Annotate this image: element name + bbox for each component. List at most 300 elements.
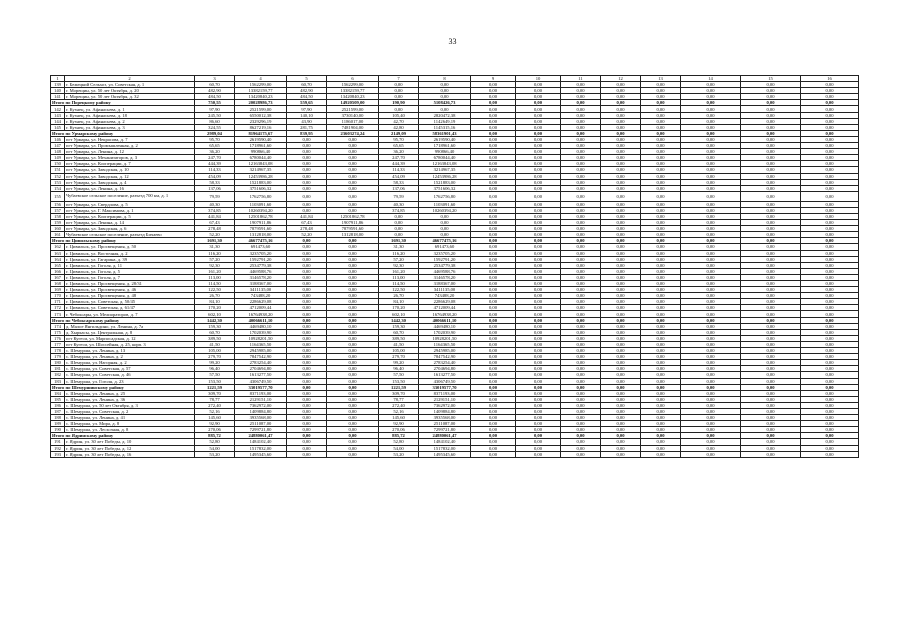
cell-value: 0,00 <box>327 244 379 250</box>
cell-value: 0,00 <box>741 329 801 335</box>
cell-value: 0,00 <box>641 124 681 130</box>
cell-value: 42,70 <box>379 118 419 124</box>
column-number: 1 <box>51 76 65 82</box>
cell-value: 0,00 <box>741 155 801 161</box>
row-number: 178 <box>51 348 65 354</box>
cell-value: 0,00 <box>561 226 601 232</box>
cell-value: 0,00 <box>516 402 561 408</box>
total-value: 0,00 <box>601 238 641 244</box>
row-number: 172 <box>51 305 65 311</box>
cell-value: 0,00 <box>516 427 561 433</box>
cell-value: 0,00 <box>287 143 327 149</box>
cell-value: 0,00 <box>741 250 801 256</box>
cell-value: 0,00 <box>471 372 516 378</box>
cell-value: 7847542,90 <box>235 354 287 360</box>
cell-value: 0,00 <box>601 213 641 219</box>
address: с. Шемурша, ул. Гоголя, д. 23 <box>65 378 195 384</box>
cell-value: 0,00 <box>681 268 741 274</box>
cell-value: 0,00 <box>471 451 516 457</box>
cell-value: 0,00 <box>516 179 561 185</box>
cell-value: 0,00 <box>741 82 801 88</box>
cell-value: 7847542,90 <box>419 354 471 360</box>
cell-value: 0,00 <box>741 88 801 94</box>
cell-value: 0,00 <box>561 305 601 311</box>
cell-value: 0,00 <box>561 268 601 274</box>
cell-value: 0,00 <box>287 268 327 274</box>
cell-value: 0,00 <box>641 106 681 112</box>
cell-value: 2129151,10 <box>419 396 471 402</box>
cell-value: 0,00 <box>327 366 379 372</box>
cell-value: 0,00 <box>801 360 859 366</box>
cell-value: 12453986,28 <box>419 173 471 179</box>
address: пгт Урмары, ул. Механизаторов, д. 3 <box>65 155 195 161</box>
cell-value: 0,00 <box>741 415 801 421</box>
cell-value: 0,00 <box>287 415 327 421</box>
cell-value: 0,00 <box>741 287 801 293</box>
cell-value: 170,20 <box>379 305 419 311</box>
cell-value: 3146578,20 <box>235 274 287 280</box>
cell-value: 0,00 <box>516 155 561 161</box>
cell-value: 0,00 <box>561 323 601 329</box>
cell-value: 0,00 <box>601 335 641 341</box>
cell-value: 0,00 <box>287 161 327 167</box>
cell-value: 1517832,00 <box>419 445 471 451</box>
cell-value: 0,00 <box>327 305 379 311</box>
address: с. Шемурша, ул. Лесхозная, д. 8 <box>65 427 195 433</box>
cell-value: 2534779,38 <box>419 262 471 268</box>
cell-value: 0,00 <box>561 348 601 354</box>
total-value: 1442,30 <box>195 317 235 323</box>
row-number: 170 <box>51 293 65 299</box>
total-value: 2989,04 <box>195 130 235 136</box>
cell-value: 0,00 <box>641 244 681 250</box>
cell-value: 0,00 <box>516 335 561 341</box>
address: г. Цивильск, ул. Просвещения, д. 28/31 <box>65 281 195 287</box>
cell-value: 0,00 <box>601 185 641 191</box>
cell-value: 0,00 <box>601 287 641 293</box>
cell-value: 0,00 <box>641 149 681 155</box>
cell-value: 1103091,60 <box>235 201 287 207</box>
cell-value: 10260394,20 <box>419 207 471 213</box>
cell-value: 0,00 <box>561 372 601 378</box>
cell-value: 0,00 <box>516 451 561 457</box>
cell-value: 0,00 <box>801 439 859 445</box>
total-value: 1442,30 <box>379 317 419 323</box>
total-value: 33019577,70 <box>419 384 471 390</box>
cell-value: 60,70 <box>195 329 235 335</box>
cell-value: 0,00 <box>471 213 516 219</box>
cell-value: 0,00 <box>561 451 601 457</box>
cell-value: 482,90 <box>287 88 327 94</box>
cell-value: 0,00 <box>516 415 561 421</box>
cell-value: 0,00 <box>681 118 741 124</box>
cell-value: 0,00 <box>471 155 516 161</box>
cell-value: 0,00 <box>516 94 561 100</box>
cell-value: 0,00 <box>561 155 601 161</box>
column-number: 9 <box>471 76 516 82</box>
cell-value: 13382159,77 <box>327 88 379 94</box>
total-value: 0,00 <box>601 100 641 106</box>
cell-value: 0,00 <box>641 250 681 256</box>
cell-value: 67,43 <box>195 220 235 226</box>
cell-value: 0,00 <box>471 191 516 201</box>
cell-value: 2521599,00 <box>235 106 287 112</box>
cell-value: 0,00 <box>601 143 641 149</box>
cell-value: 0,00 <box>516 268 561 274</box>
cell-value: 0,00 <box>741 256 801 262</box>
cell-value: 0,00 <box>287 191 327 201</box>
cell-value: 0,00 <box>516 274 561 280</box>
cell-value: 0,00 <box>601 173 641 179</box>
cell-value: 12501862,78 <box>327 213 379 219</box>
cell-value: 0,00 <box>516 262 561 268</box>
row-number: 146 <box>51 136 65 142</box>
cell-value: 0,00 <box>287 136 327 142</box>
cell-value: 0,00 <box>516 256 561 262</box>
cell-value: 0,00 <box>641 185 681 191</box>
cell-value: 1592791,20 <box>419 256 471 262</box>
address: с. Шемурша, ул. Ленина, д. 41 <box>65 415 195 421</box>
cell-value: 1186017,00 <box>327 118 379 124</box>
cell-value: 97,90 <box>195 106 235 112</box>
row-number: 168 <box>51 281 65 287</box>
cell-value: 0,00 <box>327 191 379 201</box>
cell-value: 0,00 <box>287 323 327 329</box>
total-value: 0,00 <box>471 384 516 390</box>
row-number: 143 <box>51 112 65 118</box>
cell-value: 0,00 <box>601 94 641 100</box>
row-number: 150 <box>51 161 65 167</box>
cell-value: 444,39 <box>195 161 235 167</box>
total-value: 0,00 <box>561 238 601 244</box>
cell-value: 0,00 <box>419 88 471 94</box>
cell-value: 161,20 <box>379 268 419 274</box>
cell-value: 0,00 <box>641 396 681 402</box>
total-value: 0,00 <box>601 130 641 136</box>
cell-value: 0,00 <box>681 226 741 232</box>
cell-value: 0,00 <box>287 179 327 185</box>
cell-value: 0,00 <box>681 250 741 256</box>
cell-value: 0,00 <box>741 323 801 329</box>
cell-value: 0,00 <box>471 366 516 372</box>
total-value: 0,00 <box>801 384 859 390</box>
cell-value: 0,00 <box>681 281 741 287</box>
cell-value: 0,00 <box>471 323 516 329</box>
cell-value: 0,00 <box>287 311 327 317</box>
cell-value: 0,00 <box>471 445 516 451</box>
cell-value: 0,00 <box>516 207 561 213</box>
cell-value: 0,00 <box>641 155 681 161</box>
cell-value: 52,20 <box>195 232 235 238</box>
cell-value: 0,00 <box>601 124 641 130</box>
cell-value: 0,00 <box>379 220 419 226</box>
total-value: 0,00 <box>641 130 681 136</box>
row-number: 176 <box>51 335 65 341</box>
cell-value: 0,00 <box>741 421 801 427</box>
cell-value: 3146578,20 <box>419 274 471 280</box>
cell-value: 52,16 <box>379 408 419 414</box>
cell-value: 0,00 <box>801 201 859 207</box>
address: с. Шемурша, ул. Ленина, д. 25 <box>65 390 195 396</box>
cell-value: 0,00 <box>601 149 641 155</box>
cell-value: 0,00 <box>801 244 859 250</box>
cell-value: 0,00 <box>801 155 859 161</box>
cell-value: 0,00 <box>471 341 516 347</box>
cell-value: 0,00 <box>561 124 601 130</box>
cell-value: 0,00 <box>801 250 859 256</box>
cell-value: 0,00 <box>681 167 741 173</box>
cell-value: 0,00 <box>641 305 681 311</box>
total-value: 0,00 <box>561 130 601 136</box>
total-label: Итого по Шемуршинскому району <box>51 384 195 390</box>
cell-value: 0,00 <box>471 173 516 179</box>
cell-value: 1517832,00 <box>235 445 287 451</box>
cell-value: 374,85 <box>195 207 235 213</box>
cell-value: 0,00 <box>601 244 641 250</box>
cell-value: 0,00 <box>327 293 379 299</box>
total-value: 0,00 <box>327 238 379 244</box>
cell-value: 0,00 <box>327 268 379 274</box>
cell-value: 0,00 <box>601 396 641 402</box>
cell-value: 0,00 <box>516 112 561 118</box>
cell-value: 0,00 <box>641 136 681 142</box>
cell-value: 0,00 <box>471 179 516 185</box>
total-value: 1691,30 <box>195 238 235 244</box>
cell-value: 0,00 <box>471 348 516 354</box>
cell-value: 484,50 <box>195 94 235 100</box>
cell-value: 743488,20 <box>235 293 287 299</box>
row-number: 144 <box>51 118 65 124</box>
cell-value: 31,30 <box>195 244 235 250</box>
total-value: 1691,30 <box>379 238 419 244</box>
cell-value: 1103091,60 <box>419 201 471 207</box>
cell-value: 0,00 <box>327 348 379 354</box>
cell-value: 113,00 <box>379 274 419 280</box>
cell-value: 0,00 <box>641 341 681 347</box>
cell-value: 12163843,08 <box>235 161 287 167</box>
cell-value: 0,00 <box>419 232 471 238</box>
total-value: 885,72 <box>195 433 235 439</box>
cell-value: 0,00 <box>287 378 327 384</box>
total-value: 0,00 <box>741 317 801 323</box>
cell-value: 0,00 <box>561 94 601 100</box>
address: г. Цивильск, ул. Просвещения, д. 46 <box>65 287 195 293</box>
cell-value: 92,30 <box>195 262 235 268</box>
cell-value: 92,90 <box>379 421 419 427</box>
address: пгт Урмары, ул. Ленина, д. 12 <box>65 149 195 155</box>
cell-value: 12453986,28 <box>235 173 287 179</box>
cell-value: 0,00 <box>561 354 601 360</box>
cell-value: 0,00 <box>287 427 327 433</box>
cell-value: 0,00 <box>641 207 681 213</box>
cell-value: 78,77 <box>195 396 235 402</box>
cell-value: 0,00 <box>741 293 801 299</box>
cell-value: 0,00 <box>379 232 419 238</box>
total-value: 46677475,16 <box>419 238 471 244</box>
cell-value: 0,00 <box>741 94 801 100</box>
cell-value: 6780044,40 <box>235 155 287 161</box>
row-number: 164 <box>51 256 65 262</box>
cell-value: 0,00 <box>287 167 327 173</box>
cell-value: 0,00 <box>641 167 681 173</box>
cell-value: 7879591,60 <box>327 226 379 232</box>
cell-value: 0,00 <box>471 112 516 118</box>
cell-value: 0,00 <box>516 220 561 226</box>
cell-value: 1613277,50 <box>235 372 287 378</box>
cell-value: 0,00 <box>601 378 641 384</box>
cell-value: 0,00 <box>327 402 379 408</box>
cell-value: 0,00 <box>601 439 641 445</box>
cell-value: 0,00 <box>471 396 516 402</box>
cell-value: 6780044,40 <box>419 155 471 161</box>
cell-value: 1521883,00 <box>235 179 287 185</box>
cell-value: 0,00 <box>516 250 561 256</box>
cell-value: 0,00 <box>516 360 561 366</box>
cell-value: 0,00 <box>287 372 327 378</box>
cell-value: 0,00 <box>741 106 801 112</box>
address: пгт Кугеси, ул. Марпосадская, д. 12 <box>65 335 195 341</box>
cell-value: 0,00 <box>561 112 601 118</box>
cell-value: 0,00 <box>801 118 859 124</box>
cell-value: 0,00 <box>561 396 601 402</box>
cell-value: 0,00 <box>681 402 741 408</box>
row-number: 188 <box>51 415 65 421</box>
cell-value: 1718961,60 <box>235 143 287 149</box>
cell-value: 41,50 <box>195 341 235 347</box>
cell-value: 0,00 <box>801 451 859 457</box>
address: г. Кузнец, ул. Афанасьева, д. 18 <box>65 112 195 118</box>
cell-value: 4306749,50 <box>235 378 287 384</box>
cell-value: 0,00 <box>641 335 681 341</box>
cell-value: 0,00 <box>601 311 641 317</box>
cell-value: 0,00 <box>641 161 681 167</box>
cell-value: 1164365,50 <box>235 341 287 347</box>
cell-value: 105,00 <box>195 348 235 354</box>
cell-value: 0,00 <box>741 305 801 311</box>
cell-value: 0,00 <box>801 226 859 232</box>
cell-value: 0,00 <box>741 445 801 451</box>
cell-value: 0,00 <box>327 161 379 167</box>
cell-value: 0,00 <box>741 232 801 238</box>
row-number: 145 <box>51 124 65 130</box>
total-value: 0,00 <box>287 433 327 439</box>
cell-value: 2534779,38 <box>235 262 287 268</box>
cell-value: 0,00 <box>601 348 641 354</box>
address: с. Шемурша, ул. 50 лет Октября, д. 3 <box>65 402 195 408</box>
cell-value: 3235705,20 <box>235 250 287 256</box>
cell-value: 0,00 <box>561 136 601 142</box>
cell-value: 36,20 <box>379 149 419 155</box>
cell-value: 0,00 <box>681 220 741 226</box>
address: пгт Кугеси, ул. Шоссейная, д. 25, корп. 3 <box>65 341 195 347</box>
cell-value: 78,77 <box>379 396 419 402</box>
cell-value: 0,00 <box>801 94 859 100</box>
cell-value: 272,40 <box>195 402 235 408</box>
cell-value: 1762756,80 <box>419 191 471 201</box>
cell-value: 0,00 <box>741 274 801 280</box>
total-label: Итого по Порецкому району <box>51 100 195 106</box>
cell-value: 3235705,20 <box>419 250 471 256</box>
cell-value: 0,00 <box>681 136 741 142</box>
address: пгт Урмары, ул. Ленина, д. 16 <box>65 185 195 191</box>
cell-value: 0,00 <box>601 305 641 311</box>
cell-value: 0,00 <box>516 366 561 372</box>
cell-value: 0,00 <box>641 451 681 457</box>
cell-value: 0,00 <box>379 106 419 112</box>
cell-value: 0,00 <box>741 143 801 149</box>
cell-value: 0,00 <box>419 82 471 88</box>
cell-value: 0,00 <box>561 341 601 347</box>
cell-value: 389,50 <box>195 335 235 341</box>
cell-value: 0,00 <box>641 220 681 226</box>
cell-value: 0,00 <box>561 161 601 167</box>
cell-value: 0,00 <box>801 281 859 287</box>
column-number: 5 <box>287 76 327 82</box>
cell-value: 0,00 <box>641 408 681 414</box>
cell-value: 1718961,60 <box>419 143 471 149</box>
row-number: 141 <box>51 94 65 100</box>
cell-value: 0,00 <box>681 207 741 213</box>
cell-value: 116,20 <box>379 250 419 256</box>
cell-value: 0,00 <box>561 329 601 335</box>
total-value: 0,00 <box>641 238 681 244</box>
cell-value: 0,00 <box>419 106 471 112</box>
cell-value: 0,00 <box>516 299 561 305</box>
cell-value: 8371193,00 <box>235 390 287 396</box>
cell-value: 0,00 <box>801 396 859 402</box>
address: г. Кузнец, ул. Афанасьева, д. 2 <box>65 118 195 124</box>
row-number: 159 <box>51 220 65 226</box>
cell-value: 0,00 <box>801 232 859 238</box>
cell-value: 0,00 <box>681 329 741 335</box>
row-number: 173 <box>51 311 65 317</box>
cell-value: 0,00 <box>419 213 471 219</box>
cell-value: 484,50 <box>287 94 327 100</box>
cell-value: 0,00 <box>801 167 859 173</box>
row-number: 148 <box>51 149 65 155</box>
cell-value: 4469480,10 <box>419 323 471 329</box>
cell-value: 0,00 <box>741 311 801 317</box>
row-number: 142 <box>51 106 65 112</box>
cell-value: 691473,60 <box>235 244 287 250</box>
cell-value: 92,90 <box>195 421 235 427</box>
cell-value: 57,50 <box>195 372 235 378</box>
cell-value: 0,00 <box>516 390 561 396</box>
cell-value: 0,00 <box>741 201 801 207</box>
cell-value: 309,70 <box>379 390 419 396</box>
cell-value: 0,00 <box>471 415 516 421</box>
total-value: 40066611,10 <box>419 317 471 323</box>
total-value: 0,00 <box>681 130 741 136</box>
column-number: 4 <box>235 76 287 82</box>
cell-value: 0,00 <box>741 213 801 219</box>
cell-value: 54,00 <box>379 445 419 451</box>
cell-value: 0,00 <box>419 220 471 226</box>
row-number: 162 <box>51 244 65 250</box>
cell-value: 389,50 <box>379 335 419 341</box>
cell-value: 54,00 <box>195 445 235 451</box>
cell-value: 0,00 <box>601 445 641 451</box>
cell-value: 0,00 <box>641 256 681 262</box>
cell-value: 7879591,60 <box>235 226 287 232</box>
row-number: 153 <box>51 179 65 185</box>
cell-value: 0,00 <box>681 354 741 360</box>
row-number: 187 <box>51 408 65 414</box>
cell-value: 0,00 <box>601 201 641 207</box>
cell-value: 0,00 <box>471 421 516 427</box>
cell-value: 0,00 <box>379 94 419 100</box>
cell-value: 0,00 <box>801 287 859 293</box>
